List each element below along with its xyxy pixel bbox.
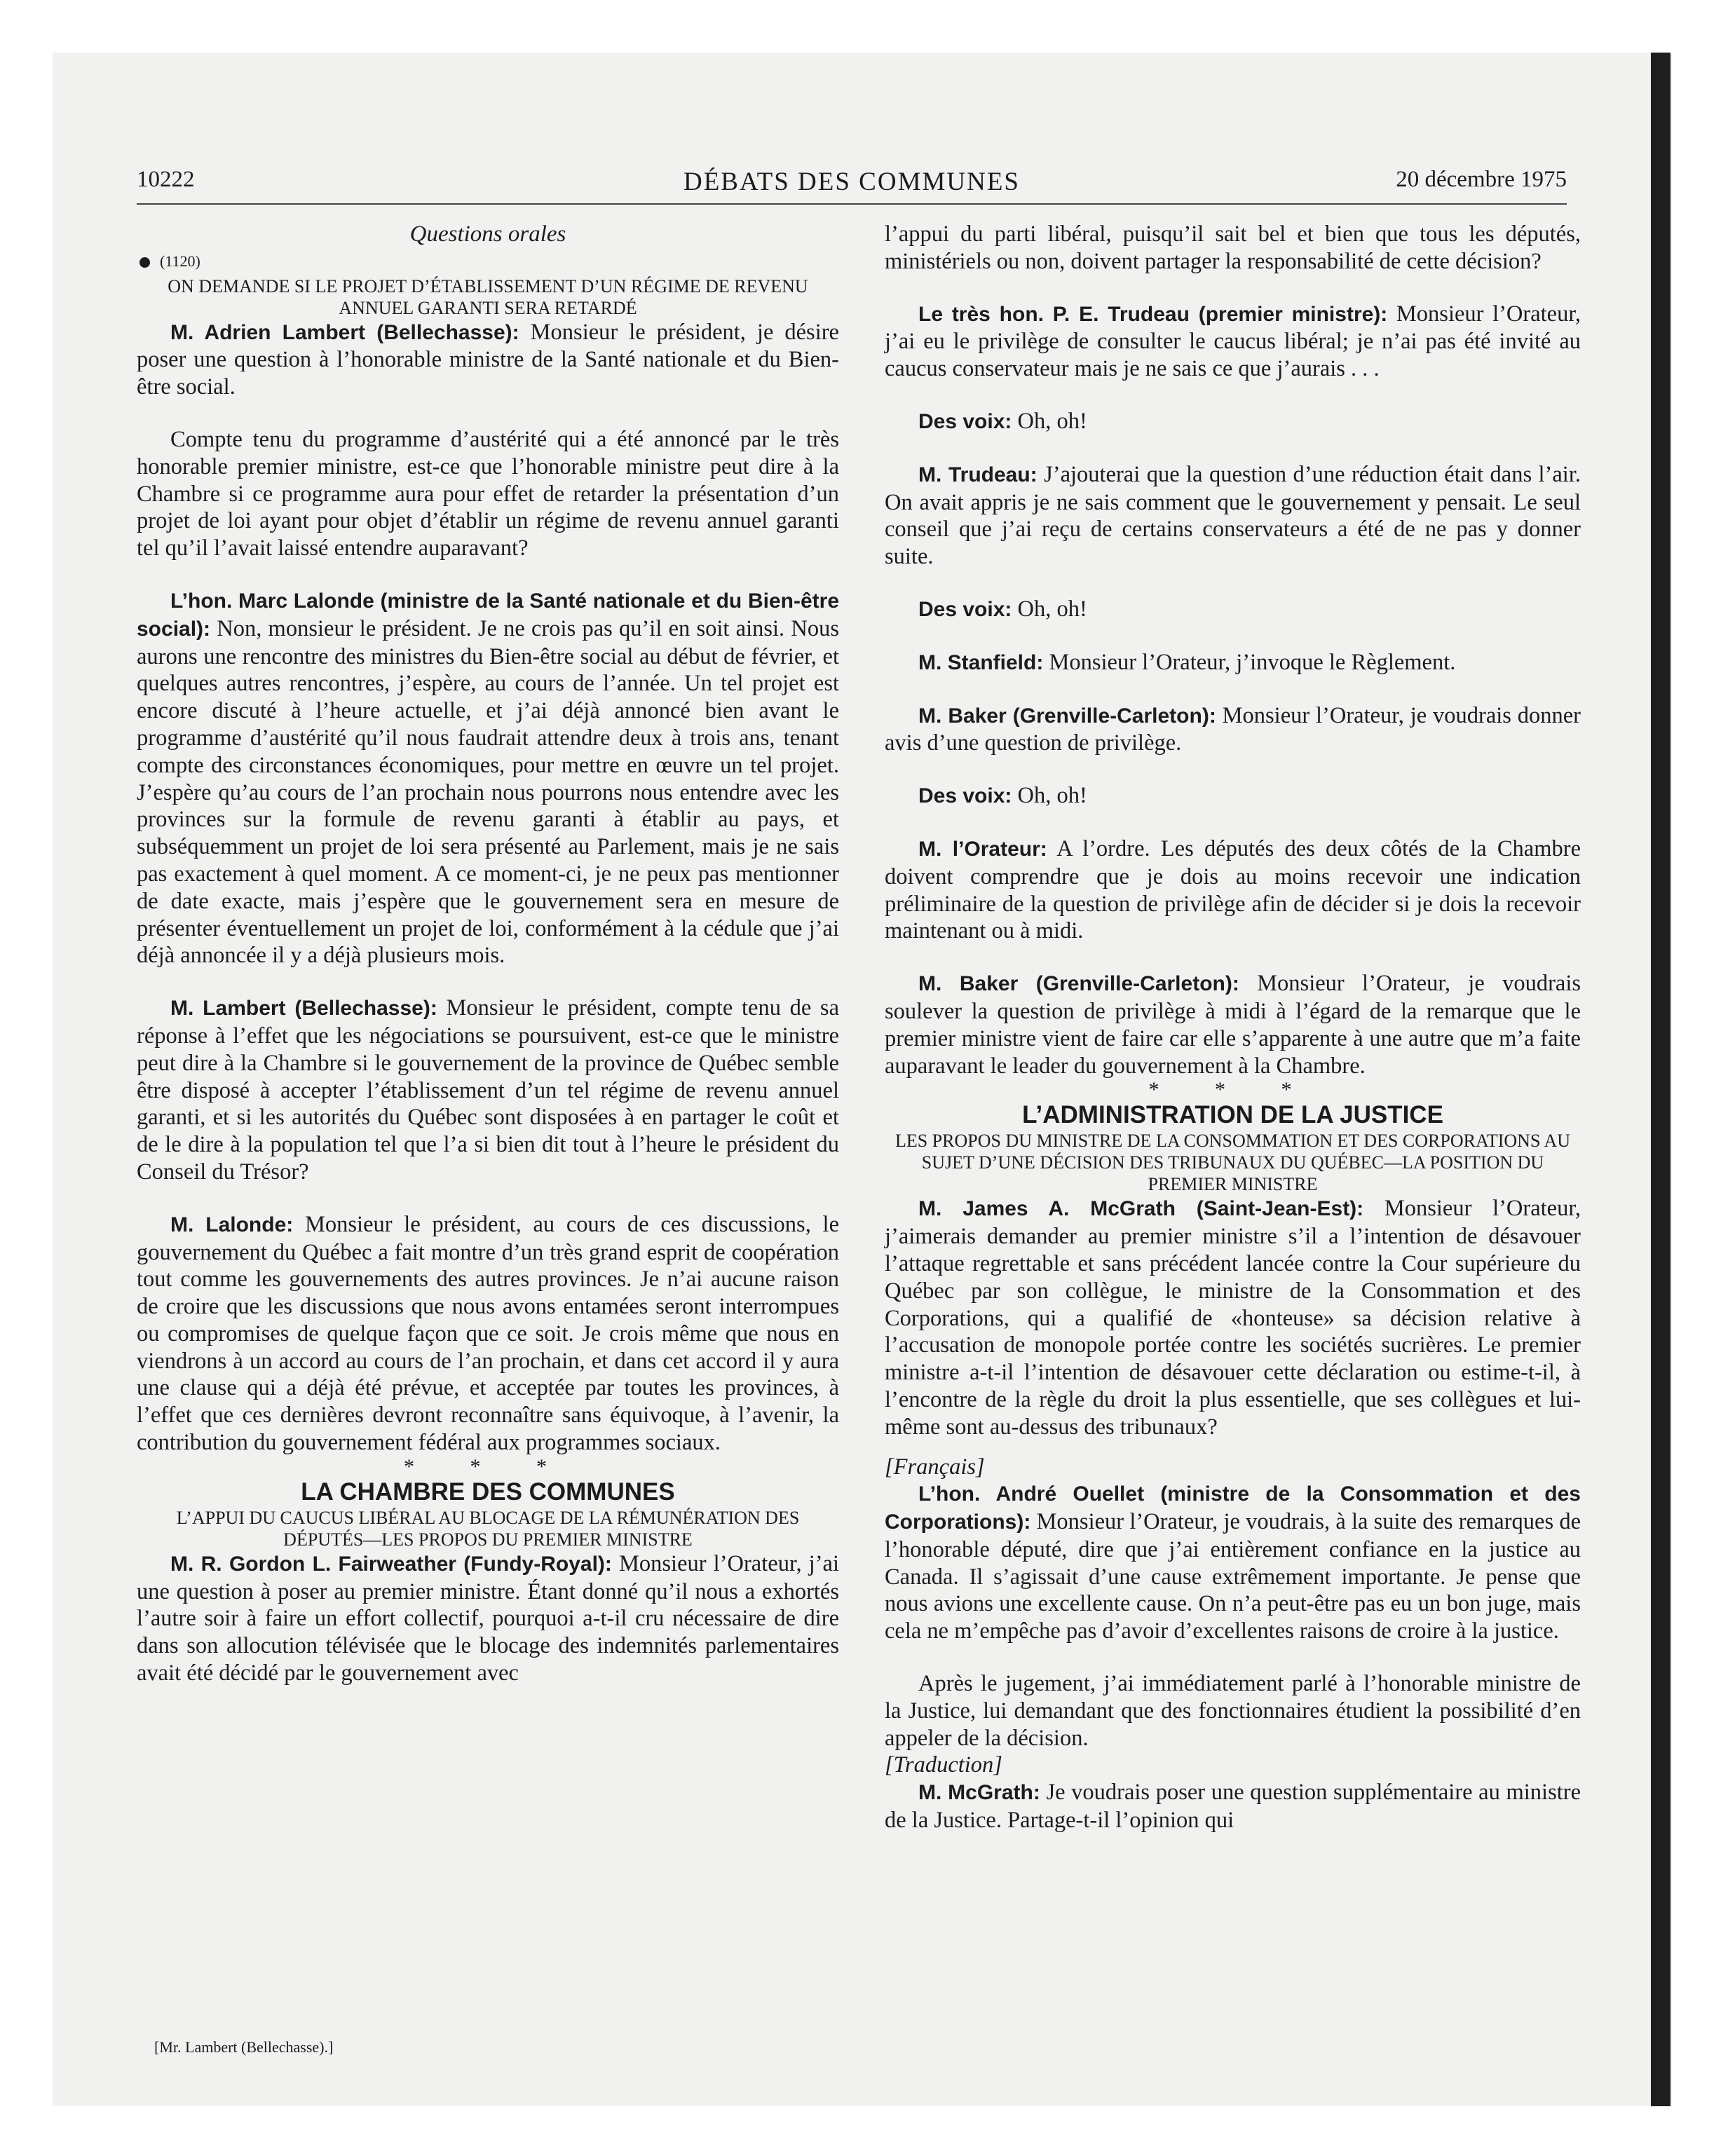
speech-paragraph [885,408,1581,436]
speech-paragraph [885,1195,1581,1440]
speech-paragraph [137,426,839,562]
speaker-name: M. Trudeau: [918,463,1037,486]
speech-text: l’appui du parti libéral, puisqu’il sait bel et bien que tous les députés, ministériels ou non, doivent partager la responsabilité de cette décision? [885,221,1581,274]
speech-paragraph [885,970,1581,1079]
speech-paragraph [885,596,1581,624]
speech-text: Monsieur le président, compte tenu de sa réponse à l’effet que les négociations se poursuivent, est-ce que le ministre peut dire à la Chambre si le gouvernement de la province de Québec semble être disposé à accepter l’établissement d’un tel régime de revenu annuel garanti, et si les autorités du Québec sont disposées à en partager le coût et de le dire à la population tel que l’a si bien dit tout à l’heure le président du Conseil du Trésor? [137,995,839,1185]
speaker-name: L’hon. Marc Lalonde (ministre de la Santé nationale et du Bien-être social): [137,589,839,641]
speech-paragraph [137,319,839,401]
speech-paragraph [885,835,1581,945]
speech-text: Monsieur le président, je désire poser une question à l’honorable ministre de la Santé nationale et du Bien-être social. [137,319,839,400]
page-edge-shadow [1651,53,1671,2106]
speech-paragraph [885,649,1581,677]
timestamp-label: (1120) [160,252,200,270]
left-column [137,221,839,1687]
speaker-name: M. McGrath: [918,1781,1040,1805]
speech-text: J’ajouterai que la question d’une réduction était dans l’air. On avait appris je ne sais comment que le gouvernement y pensait. Le seul conseil que j’ai reçu de certains conservateurs a été de ne pas y donner suite. [885,461,1581,570]
speech-text: Après le jugement, j’ai immédiatement parlé à l’honorable ministre de la Justice, lui demandant que des fonctionnaires étudient la possibilité d’en appeler de la décision. [885,1671,1581,1751]
section-subheading: ON DEMANDE SI LE PROJET D’ÉTABLISSEMENT D’UN RÉGIME DE REVENU ANNUEL GARANTI SERA RETARDÉ [168,275,808,318]
speech-paragraph [885,301,1581,383]
speech-text: Monsieur l’Orateur, j’ai une question à poser au premier ministre. Étant donné qu’il nous a exhortés l’autre soir à faire un effort collectif, pourquoi a-t-il cru nécessaire de dire dans son allocution télévisée que le blocage des indemnités parlementaires avait été décidé par le gouvernement avec [137,1550,839,1686]
speaker-name: Des voix: [918,597,1012,621]
speaker-name: M. Lalonde: [170,1213,294,1236]
speaker-name: Des voix: [918,409,1012,433]
bullet-icon [140,257,150,268]
language-tag: [Français] [885,1454,985,1480]
speaker-name: M. l’Orateur: [918,837,1047,861]
speaker-name: M. Baker (Grenville-Carleton): [918,972,1239,996]
speech-text: Non, monsieur le président. Je ne crois pas qu’il en soit ainsi. Nous aurons une rencontre des ministres du Bien-être social au début de février, et quelques autres rencontres, j’espère, au cours de l’année. Un tel projet est encore discuté à l’heure actuelle, et j’ai déjà annoncé bien avant le programme d’austérité qu’il nous faudrait attendre deux à trois ans, tenant compte des circonstances économiques, pour mettre en œuvre un tel projet. J’espère qu’au cours de l’an prochain nous pourrons nous entendre avec les provinces sur la formule de revenu garanti à établir au pays, et subséquemment un projet de loi sera présenté au Parlement, mais je ne sais pas exactement à quel moment. A ce moment-ci, je ne peux pas mentionner de date exacte, mais j’espère que le gouvernement sera en mesure de présenter éventuellement un projet de loi, conformément à la cédule que j’ai déjà annoncée il y a déjà plusieurs mois. [137,615,839,969]
speech-paragraph [137,995,839,1186]
speaker-name: M. R. Gordon L. Fairweather (Fundy-Royal): [170,1552,612,1576]
language-tag: [Traduction] [885,1752,1002,1778]
speech-paragraph [885,1670,1581,1752]
speech-text: Je voudrais poser une question supplémentaire au ministre de la Justice. Partage-t-il l’opinion qui [885,1780,1581,1834]
header-date: 20 décembre 1975 [1396,167,1567,192]
speaker-footnote: [Mr. Lambert (Bellechasse).] [154,2038,334,2056]
speech-paragraph [885,1779,1581,1834]
speech-text: Compte tenu du programme d’austérité qui a été annoncé par le très honorable premier ministre, est-ce que l’honorable ministre peut dire à la Chambre si ce programme aura pour effet de retarder la présentation d’un projet de loi ayant pour objet d’établir un régime de revenu annuel garanti tel qu’il l’avait laissé entendre auparavant? [137,426,839,561]
speech-paragraph [137,1550,839,1687]
speech-text: Oh, oh! [1012,783,1087,809]
speaker-name: M. Stanfield: [918,650,1044,674]
journal-title: DÉBATS DES COMMUNES [683,168,1020,196]
speech-text: Monsieur l’Orateur, j’aimerais demander au premier ministre s’il a l’intention de désavouer l’attaque regrettable et sans précédent lancée contre la Cour supérieure du Québec par son collègue, le ministre de la Consommation et des Corporations, qui a qualifié de «honteuse» sa décision relative à l’accusation de monopole portée contre les sociétés sucrières. Le premier ministre a-t-il l’intention de désavouer cette déclaration ou estime-t-il, à l’encontre de la règle du droit la plus essentielle, que ses collègues et lui-même sont au-dessus des tribunaux? [885,1196,1581,1440]
speech-text: Monsieur le président, au cours de ces discussions, le gouvernement du Québec a fait montre d’un très grand esprit de coopération tout comme les gouvernements des autres provinces. Je n’ai aucune raison de croire que les discussions que nous avons entamées seront interrompues ou compromises de quelque façon que ce soit. Je crois même que nous en viendrons à un accord au cours de l’an prochain, et dans cet accord il y aura une clause qui a déjà été prévue, et acceptée par toutes les provinces, à l’effet que ces dernières devront reconnaître sans équivoque, à l’avenir, la contribution du gouvernement fédéral aux programmes sociaux. [137,1211,839,1456]
speech-text: Monsieur l’Orateur, j’invoque le Règlement. [1043,649,1456,675]
right-column [885,221,1581,1834]
timestamp [137,248,839,275]
section-subheading: LES PROPOS DU MINISTRE DE LA CONSOMMATION ET DES CORPORATIONS AU SUJET D’UNE DÉCISION DES TRIBUNAUX DU QUÉBEC—LA POSITION DU PREMIER MINISTRE [894,1131,1571,1195]
speech-paragraph [885,221,1581,275]
section-headline: L’ADMINISTRATION DE LA JUSTICE [1022,1101,1443,1129]
speaker-name: M. Adrien Lambert (Bellechasse): [170,320,519,344]
section-subheading: L’APPUI DU CAUCUS LIBÉRAL AU BLOCAGE DE LA RÉMUNÉRATION DES DÉPUTÉS—LES PROPOS DU PREMIER MINISTRE [176,1507,800,1550]
speech-paragraph [885,1480,1581,1645]
speech-text: Monsieur l’Orateur, je voudrais, à la suite des remarques de l’honorable député, dire que j’ai entièrement confiance en la justice au Canada. Il s’agissait d’une cause extrêmement importante. Je pense que nous avions une excellente cause. On n’a peut-être pas eu un bon juge, mais cela ne m’empêche pas d’avoir d’excellentes raisons de croire à la justice. [885,1509,1581,1644]
speech-paragraph [137,587,839,969]
speech-paragraph [885,461,1581,571]
section-divider: * * * [1148,1078,1317,1102]
speech-paragraph [885,702,1581,758]
speech-text: Oh, oh! [1012,596,1087,622]
page-number: 10222 [137,167,195,192]
speaker-name: L’hon. André Ouellet (ministre de la Consommation et des Corporations): [885,1482,1581,1534]
page-header [137,167,1567,205]
speech-text: Oh, oh! [1012,408,1087,434]
speech-text: Monsieur l’Orateur, j’ai eu le privilège de consulter le caucus libéral; je n’ai pas été invité au caucus conservateur mais je ne sais ce que j’aurais . . . [885,301,1581,382]
speaker-name: Le très hon. P. E. Trudeau (premier ministre): [918,302,1388,326]
speaker-name: M. Baker (Grenville-Carleton): [918,704,1216,728]
speech-paragraph [137,1211,839,1456]
speech-text: Monsieur l’Orateur, je voudrais soulever la question de privilège à midi à l’égard de la remarque que le premier ministre vient de faire car elle s’apparente à une autre que m’a faite auparavant le leader du gouvernement à la Chambre. [885,971,1581,1079]
speech-paragraph [885,782,1581,810]
running-head: Questions orales [409,221,566,247]
section-headline: LA CHAMBRE DES COMMUNES [301,1478,675,1506]
speaker-name: M. Lambert (Bellechasse): [170,997,437,1021]
speech-text: A l’ordre. Les députés des deux côtés de la Chambre doivent comprendre que je dois au moins recevoir une indication préliminaire de la question de privilège afin de décider si je dois la recevoir maintenant ou à midi. [885,835,1581,944]
speaker-name: M. James A. McGrath (Saint-Jean-Est): [918,1197,1364,1221]
speech-text: Monsieur l’Orateur, je voudrais donner avis d’une question de privilège. [885,702,1581,756]
section-divider: * * * [404,1454,572,1478]
speaker-name: Des voix: [918,784,1012,808]
